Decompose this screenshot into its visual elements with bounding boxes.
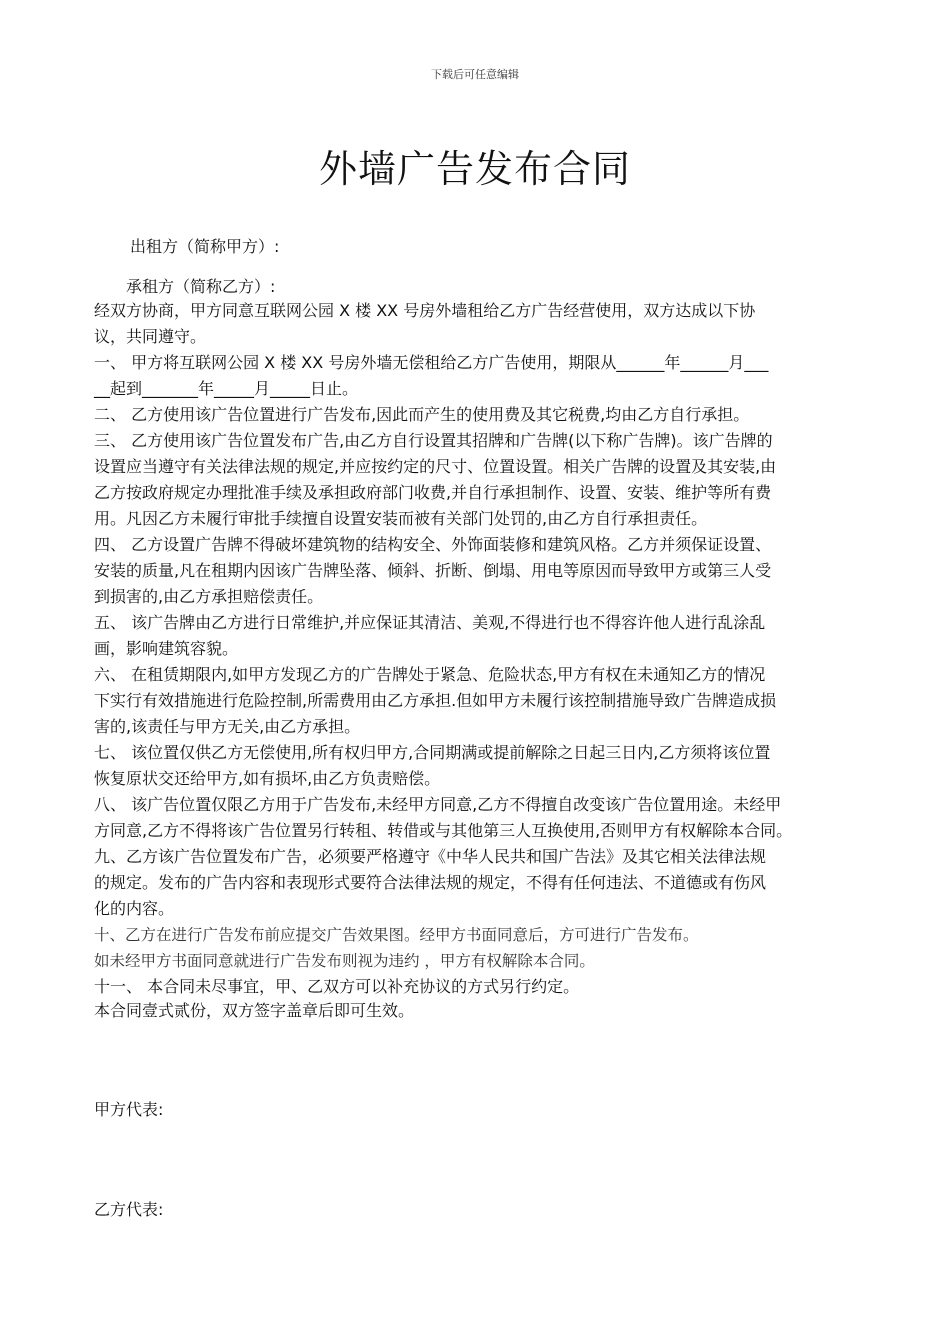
body-line: 用。凡因乙方未履行审批手续擅自设置安装而被有关部门处罚的,由乙方自行承担责任。 — [94, 509, 708, 528]
body-line: 到损害的,由乙方承担赔偿责任。 — [94, 587, 324, 606]
body-line: 经双方协商，甲方同意互联网公园 X 楼 XX 号房外墙租给乙方广告经营使用，双方达成以下协 — [94, 301, 756, 320]
header-note: 下载后可任意编辑 — [431, 68, 519, 81]
contract-body — [94, 298, 849, 1000]
body-line: 二、 乙方使用该广告位置进行广告发布,因此而产生的使用费及其它税费,均由乙方自行承担。 — [94, 405, 750, 424]
party-b-representative: 乙方代表: — [94, 1200, 164, 1219]
party-a-representative: 甲方代表: — [94, 1100, 164, 1119]
body-line: 如未经甲方书面同意就进行广告发布则视为违约 ，甲方有权解除本合同。 — [94, 952, 595, 970]
body-line: 六、 在租赁期限内,如甲方发现乙方的广告牌处于紧急、危险状态,甲方有权在未通知乙方的情况 — [94, 665, 766, 684]
body-line: 一、 甲方将互联网公园 X 楼 XX 号房外墙无偿租给乙方广告使用，期限从______年______月___ — [94, 353, 769, 372]
body-line: 恢复原状交还给甲方,如有损坏,由乙方负责赔偿。 — [94, 769, 441, 788]
body-line: 的规定。发布的广告内容和表现形式要符合法律法规的规定，不得有任何违法、不道德或有伤风 — [94, 873, 767, 892]
body-line: 设置应当遵守有关法律法规的规定,并应按约定的尺寸、位置设置。相关广告牌的设置及其安装,由 — [94, 457, 777, 476]
body-line: 十一、 本合同未尽事宜，甲、乙双方可以补充协议的方式另行约定。 — [94, 977, 580, 996]
party-b-label: 承租方（简称乙方）: — [126, 277, 276, 296]
body-line: 七、 该位置仅供乙方无偿使用,所有权归甲方,合同期满或提前解除之日起三日内,乙方须将该位置 — [94, 743, 771, 762]
body-line: 议，共同遵守。 — [94, 327, 207, 346]
body-line: 乙方按政府规定办理批准手续及承担政府部门收费,并自行承担制作、设置、安装、维护等所有费 — [94, 483, 772, 502]
body-line: 安装的质量,凡在租期内因该广告牌坠落、倾斜、折断、倒塌、用电等原因而导致甲方或第三人受 — [94, 561, 772, 580]
body-line: 五、 该广告牌由乙方进行日常维护,并应保证其清洁、美观,不得进行也不得容许他人进行乱涂乱 — [94, 613, 766, 632]
contract-title: 外墙广告发布合同 — [318, 147, 631, 191]
closing-statement: 本合同壹式贰份，双方签字盖章后即可生效。 — [94, 1001, 415, 1020]
body-line: 化的内容。 — [94, 899, 175, 918]
body-line: 方同意,乙方不得将该广告位置另行转租、转借或与其他第三人互换使用,否则甲方有权解除本合同。 — [94, 821, 793, 840]
body-line: 画，影响建筑容貌。 — [94, 639, 239, 658]
body-line: 十、乙方在进行广告发布前应提交广告效果图。经甲方书面同意后，方可进行广告发布。 — [94, 926, 699, 944]
body-line: 三、 乙方使用该广告位置发布广告,由乙方自行设置其招牌和广告牌(以下称广告牌)。该广告牌的 — [94, 431, 773, 450]
body-line: 下实行有效措施进行危险控制,所需费用由乙方承担.但如甲方未履行该控制措施导致广告牌造成损 — [94, 691, 777, 710]
body-line: 害的,该责任与甲方无关,由乙方承担。 — [94, 717, 361, 736]
body-line: 四、 乙方设置广告牌不得破坏建筑物的结构安全、外饰面装修和建筑风格。乙方并须保证设置、 — [94, 535, 772, 554]
body-line: 九、乙方该广告位置发布广告，必须要严格遵守《中华人民共和国广告法》及其它相关法律法规 — [94, 847, 767, 866]
party-a-label: 出租方（简称甲方）: — [130, 237, 280, 256]
body-line: 八、 该广告位置仅限乙方用于广告发布,未经甲方同意,乙方不得擅自改变该广告位置用途。未经甲 — [94, 795, 782, 814]
body-line: __起到_______年_____月_____日止。 — [94, 379, 359, 398]
